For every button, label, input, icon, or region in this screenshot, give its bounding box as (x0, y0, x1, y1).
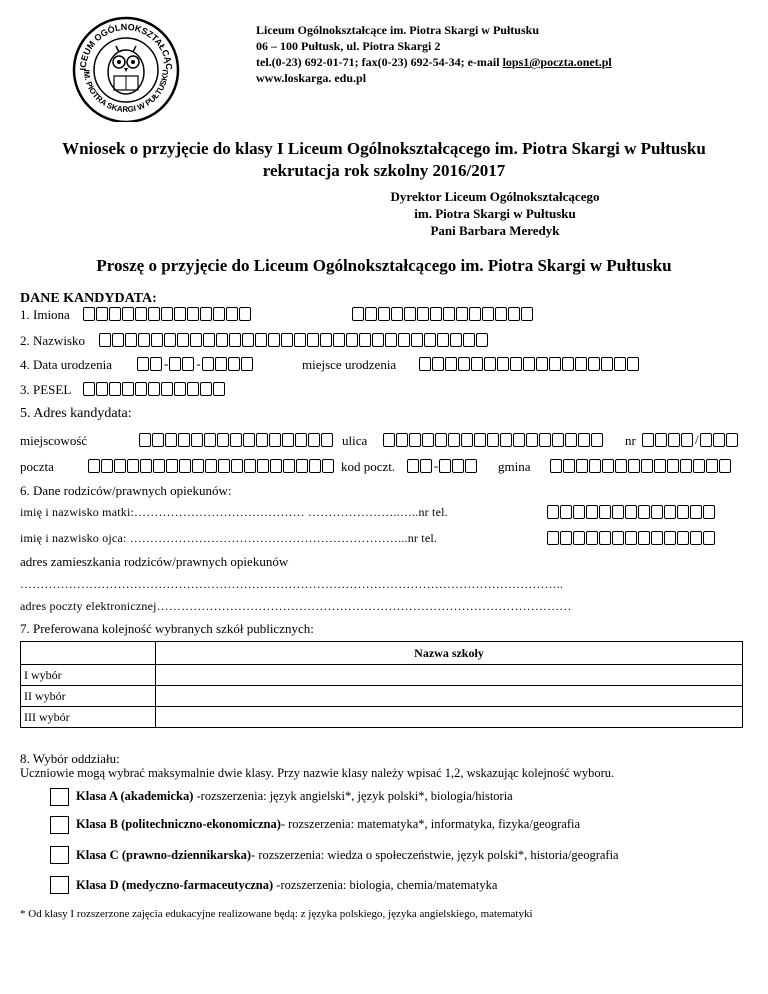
char-box[interactable] (152, 433, 164, 447)
email-link[interactable]: lops1@poczta.onet.pl (502, 55, 612, 69)
char-box[interactable] (591, 433, 603, 447)
char-box[interactable] (601, 357, 613, 371)
char-box[interactable] (109, 382, 121, 396)
char-box[interactable] (549, 357, 561, 371)
char-box[interactable] (461, 433, 473, 447)
parents-address-label: adres zamieszkania rodziców/prawnych opiekunów (20, 554, 289, 569)
char-box[interactable] (101, 459, 113, 473)
svg-text:LICEUM OGÓLNOKSZTAŁCĄCE: ICEUM OGÓLNOKSZTAŁCĄC (77, 21, 175, 71)
char-box[interactable] (411, 333, 423, 347)
class-b-option (76, 817, 580, 832)
char-box[interactable] (713, 433, 725, 447)
char-box[interactable] (417, 307, 429, 321)
char-box[interactable] (474, 433, 486, 447)
char-box[interactable] (726, 433, 738, 447)
char-box[interactable] (521, 307, 533, 321)
parents-email-field[interactable]: adres poczty elektronicznej………………………………………………………………………………………… (20, 599, 572, 613)
class-c-checkbox[interactable] (50, 846, 69, 864)
char-box[interactable] (213, 382, 225, 396)
char-box[interactable] (137, 357, 149, 371)
schools-heading: 7. Preferowana kolejność wybranych szkół publicznych: (20, 621, 314, 636)
char-box[interactable] (668, 433, 680, 447)
surname-boxes[interactable] (99, 333, 489, 347)
char-box[interactable] (552, 433, 564, 447)
dash: - (196, 356, 201, 371)
class-c-option (76, 848, 619, 863)
char-box[interactable] (435, 433, 447, 447)
char-box[interactable] (422, 433, 434, 447)
commune-label: gmina (498, 459, 531, 474)
class-d-checkbox[interactable] (50, 876, 69, 894)
char-box[interactable] (420, 459, 432, 473)
char-box[interactable] (560, 531, 572, 545)
school-header (256, 22, 612, 86)
father-field[interactable]: imię i nazwisko ojca: …………………………………………………………...nr tel. (20, 531, 438, 545)
dash: - (164, 356, 169, 371)
char-box[interactable] (547, 505, 559, 519)
char-box[interactable] (680, 459, 692, 473)
char-box[interactable] (448, 433, 460, 447)
char-box[interactable] (404, 307, 416, 321)
char-box[interactable] (309, 459, 321, 473)
char-box[interactable] (703, 505, 715, 519)
char-box[interactable] (231, 459, 243, 473)
char-box[interactable] (140, 459, 152, 473)
char-box[interactable] (497, 357, 509, 371)
char-box[interactable] (432, 357, 444, 371)
char-box[interactable] (573, 505, 585, 519)
char-box[interactable] (614, 357, 626, 371)
char-box[interactable] (166, 459, 178, 473)
char-box[interactable] (164, 333, 176, 347)
char-box[interactable] (135, 382, 147, 396)
addressee (330, 188, 660, 239)
char-box[interactable] (383, 433, 395, 447)
char-box[interactable] (294, 333, 306, 347)
char-box[interactable] (169, 357, 181, 371)
commune-boxes[interactable] (550, 459, 732, 473)
address-heading: 5. Adres kandydata: (20, 406, 132, 421)
char-box[interactable] (178, 433, 190, 447)
form-title: Wniosek o przyjęcie do klasy I Liceum Ogólnokształcącego im. Piotra Skargi w Pułtusku (62, 139, 706, 158)
char-box[interactable] (138, 333, 150, 347)
char-box[interactable] (398, 333, 410, 347)
char-box[interactable] (122, 307, 134, 321)
choice-label: I wybór (21, 665, 156, 686)
char-box[interactable] (625, 505, 637, 519)
parents-address-field[interactable]: …………………………………………………………………………………………………………………….. (20, 577, 564, 591)
char-box[interactable] (217, 433, 229, 447)
class-b-desc: - rozszerzenia: matematyka*, informatyka, fizyka/geografia (280, 817, 581, 831)
char-box[interactable] (508, 307, 520, 321)
class-a-desc: -rozszerzenia: język angielski*, język polski*, biologia/historia (193, 789, 513, 803)
char-box[interactable] (109, 307, 121, 321)
class-a-checkbox[interactable] (50, 788, 69, 806)
second-name-boxes[interactable] (352, 307, 534, 321)
birth-day-boxes[interactable] (137, 357, 163, 371)
birth-place-boxes[interactable] (419, 357, 640, 371)
char-box[interactable] (200, 382, 212, 396)
mother-phone-boxes[interactable] (547, 505, 716, 519)
char-box[interactable] (179, 459, 191, 473)
char-box[interactable] (378, 307, 390, 321)
char-box[interactable] (122, 382, 134, 396)
char-box[interactable] (161, 382, 173, 396)
slash: / (695, 432, 699, 447)
char-box[interactable] (96, 307, 108, 321)
char-box[interactable] (565, 433, 577, 447)
char-box[interactable] (599, 531, 611, 545)
char-box[interactable] (174, 382, 186, 396)
char-box[interactable] (257, 459, 269, 473)
char-box[interactable] (693, 459, 705, 473)
char-box[interactable] (700, 433, 712, 447)
char-box[interactable] (148, 307, 160, 321)
house-number-part[interactable] (642, 433, 694, 447)
char-box[interactable] (513, 433, 525, 447)
char-box[interactable] (536, 357, 548, 371)
char-box[interactable] (244, 459, 256, 473)
char-box[interactable] (256, 433, 268, 447)
char-box[interactable] (255, 333, 267, 347)
parents-heading: 6. Dane rodziców/prawnych opiekunów: (20, 483, 232, 498)
addressee-line-1: Dyrektor Liceum Ogólnokształcącego (390, 189, 600, 204)
char-box[interactable] (562, 357, 574, 371)
char-box[interactable] (627, 357, 639, 371)
char-box[interactable] (391, 307, 403, 321)
char-box[interactable] (216, 333, 228, 347)
char-box[interactable] (664, 531, 676, 545)
class-d-desc: -rozszerzenia: biologia, chemia/matematyka (273, 878, 498, 892)
school-www[interactable]: www.loskarga. edu.pl (256, 71, 367, 85)
char-box[interactable] (282, 433, 294, 447)
char-box[interactable] (615, 459, 627, 473)
street-boxes[interactable] (383, 433, 604, 447)
char-box[interactable] (230, 433, 242, 447)
char-box[interactable] (452, 459, 464, 473)
pesel-label: 3. PESEL (20, 382, 72, 397)
char-box[interactable] (612, 531, 624, 545)
char-box[interactable] (573, 531, 585, 545)
char-box[interactable] (456, 307, 468, 321)
char-box[interactable] (409, 433, 421, 447)
char-box[interactable] (677, 531, 689, 545)
char-box[interactable] (218, 459, 230, 473)
char-box[interactable] (268, 333, 280, 347)
char-box[interactable] (482, 307, 494, 321)
char-box[interactable] (642, 433, 654, 447)
mother-field[interactable]: imię i nazwisko matki:…………………………………… …………………..…..nr tel. (20, 505, 448, 519)
char-box[interactable] (352, 307, 364, 321)
char-box[interactable] (667, 459, 679, 473)
char-box[interactable] (151, 333, 163, 347)
school-contact (256, 54, 612, 70)
school-cell[interactable] (156, 707, 743, 728)
char-box[interactable] (589, 459, 601, 473)
pesel-boxes[interactable] (83, 382, 226, 396)
char-box[interactable] (333, 333, 345, 347)
char-box[interactable] (523, 357, 535, 371)
char-box[interactable] (161, 307, 173, 321)
char-box[interactable] (563, 459, 575, 473)
char-box[interactable] (641, 459, 653, 473)
dash: - (434, 458, 439, 473)
school-cell[interactable] (156, 665, 743, 686)
char-box[interactable] (205, 459, 217, 473)
char-box[interactable] (628, 459, 640, 473)
char-box[interactable] (165, 433, 177, 447)
char-box[interactable] (112, 333, 124, 347)
birth-month-boxes[interactable] (169, 357, 195, 371)
char-box[interactable] (588, 357, 600, 371)
char-box[interactable] (526, 433, 538, 447)
char-box[interactable] (202, 357, 214, 371)
classes-footnote: * Od klasy I rozszerzone zajęcia edukacyjne realizowane będą: z języka polskiego, języka angielskiego, matematyki (20, 908, 533, 920)
char-box[interactable] (346, 333, 358, 347)
char-box[interactable] (372, 333, 384, 347)
birth-date-boxes[interactable] (137, 357, 254, 371)
char-box[interactable] (226, 307, 238, 321)
char-box[interactable] (125, 333, 137, 347)
surname-label: 2. Nazwisko (20, 333, 85, 348)
char-box[interactable] (654, 459, 666, 473)
char-box[interactable] (495, 307, 507, 321)
svg-text:IM. PIOTRA SKARGI W PUŁTUSKU: IM. PIOTRA SKARGI W PUŁTUSKU (81, 69, 171, 115)
names-label: 1. Imiona (20, 307, 70, 322)
classes-heading: 8. Wybór oddziału: (20, 751, 120, 766)
char-box[interactable] (295, 433, 307, 447)
school-address: 06 – 100 Pułtusk, ul. Piotra Skargi 2 (256, 39, 441, 53)
char-box[interactable] (547, 531, 559, 545)
class-b-name: Klasa B (politechniczno-ekonomiczna) (76, 817, 281, 831)
house-number-label: nr (625, 433, 636, 448)
school-logo (70, 14, 182, 122)
char-box[interactable] (664, 505, 676, 519)
char-box[interactable] (500, 433, 512, 447)
addressee-line-3: Pani Barbara Meredyk (430, 223, 560, 238)
char-box[interactable] (228, 357, 240, 371)
char-box[interactable] (651, 531, 663, 545)
char-box[interactable] (681, 433, 693, 447)
school-name-header: Nazwa szkoły (156, 642, 743, 665)
char-box[interactable] (407, 459, 419, 473)
char-box[interactable] (385, 333, 397, 347)
char-box[interactable] (213, 307, 225, 321)
house-number-boxes[interactable] (642, 433, 739, 447)
char-box[interactable] (484, 357, 496, 371)
char-box[interactable] (677, 505, 689, 519)
char-box[interactable] (560, 505, 572, 519)
char-box[interactable] (150, 357, 162, 371)
flat-number-part[interactable] (700, 433, 739, 447)
char-box[interactable] (437, 333, 449, 347)
char-box[interactable] (638, 531, 650, 545)
char-box[interactable] (690, 531, 702, 545)
table-row (21, 707, 743, 728)
form-subtitle: rekrutacja rok szkolny 2016/2017 (262, 161, 506, 180)
char-box[interactable] (463, 333, 475, 347)
char-box[interactable] (439, 459, 451, 473)
char-box[interactable] (322, 459, 334, 473)
choice-label: II wybór (21, 686, 156, 707)
postcode-part-1[interactable] (407, 459, 433, 473)
table-row (21, 686, 743, 707)
char-box[interactable] (242, 333, 254, 347)
char-box[interactable] (539, 433, 551, 447)
char-box[interactable] (655, 433, 667, 447)
char-box[interactable] (190, 333, 202, 347)
class-c-desc: - rozszerzenia: wiedza o społeczeństwie, język polski*, historia/geografia (251, 848, 619, 862)
choice-label: III wybór (21, 707, 156, 728)
char-box[interactable] (510, 357, 522, 371)
table-header-empty (21, 642, 156, 665)
char-box[interactable] (321, 433, 333, 447)
char-box[interactable] (239, 307, 251, 321)
addressee-line-2: im. Piotra Skargi w Pułtusku (414, 206, 576, 221)
char-box[interactable] (638, 505, 650, 519)
char-box[interactable] (419, 357, 431, 371)
char-box[interactable] (281, 333, 293, 347)
char-box[interactable] (83, 307, 95, 321)
class-d-name: Klasa D (medyczno-farmaceutyczna) (76, 878, 274, 892)
schools-table (20, 641, 743, 728)
class-a-option (76, 789, 513, 804)
char-box[interactable] (575, 357, 587, 371)
char-box[interactable] (550, 459, 562, 473)
char-box[interactable] (469, 307, 481, 321)
table-row (21, 665, 743, 686)
char-box[interactable] (458, 357, 470, 371)
birth-year-boxes[interactable] (202, 357, 254, 371)
char-box[interactable] (153, 459, 165, 473)
school-cell[interactable] (156, 686, 743, 707)
char-box[interactable] (215, 357, 227, 371)
char-box[interactable] (229, 333, 241, 347)
city-boxes[interactable] (139, 433, 334, 447)
char-box[interactable] (296, 459, 308, 473)
char-box[interactable] (487, 433, 499, 447)
char-box[interactable] (187, 382, 199, 396)
char-box[interactable] (365, 307, 377, 321)
post-label: poczta (20, 459, 54, 474)
char-box[interactable] (651, 505, 663, 519)
char-box[interactable] (308, 433, 320, 447)
char-box[interactable] (719, 459, 731, 473)
char-box[interactable] (283, 459, 295, 473)
char-box[interactable] (359, 333, 371, 347)
char-box[interactable] (148, 382, 160, 396)
char-box[interactable] (204, 433, 216, 447)
char-box[interactable] (625, 531, 637, 545)
char-box[interactable] (135, 307, 147, 321)
char-box[interactable] (602, 459, 614, 473)
char-box[interactable] (243, 433, 255, 447)
contact-text: tel.(0-23) 692-01-71; fax(0-23) 692-54-34; e-mail (256, 55, 503, 69)
char-box[interactable] (174, 307, 186, 321)
char-box[interactable] (177, 333, 189, 347)
char-box[interactable] (182, 357, 194, 371)
char-box[interactable] (586, 531, 598, 545)
street-label: ulica (342, 433, 368, 448)
char-box[interactable] (320, 333, 332, 347)
birth-date-label: 4. Data urodzenia (20, 357, 113, 372)
char-box[interactable] (690, 505, 702, 519)
class-d-option (76, 878, 497, 893)
char-box[interactable] (203, 333, 215, 347)
char-box[interactable] (396, 433, 408, 447)
first-name-boxes[interactable] (83, 307, 252, 321)
char-box[interactable] (430, 307, 442, 321)
char-box[interactable] (599, 505, 611, 519)
char-box[interactable] (200, 307, 212, 321)
char-box[interactable] (450, 333, 462, 347)
char-box[interactable] (270, 459, 282, 473)
char-box[interactable] (127, 459, 139, 473)
postcode-boxes[interactable] (407, 459, 478, 473)
class-b-checkbox[interactable] (50, 816, 69, 834)
birth-place-label: miejsce urodzenia (302, 357, 397, 372)
char-box[interactable] (187, 307, 199, 321)
postcode-label: kod poczt. (341, 459, 396, 474)
char-box[interactable] (88, 459, 100, 473)
char-box[interactable] (269, 433, 281, 447)
char-box[interactable] (114, 459, 126, 473)
school-name: Liceum Ogólnokształcące im. Piotra Skargi w Pułtusku (256, 23, 539, 37)
char-box[interactable] (586, 505, 598, 519)
char-box[interactable] (192, 459, 204, 473)
father-phone-boxes[interactable] (547, 531, 716, 545)
request-heading: Proszę o przyjęcie do Liceum Ogólnokształcącego im. Piotra Skargi w Pułtusku (96, 256, 672, 275)
char-box[interactable] (465, 459, 477, 473)
char-box[interactable] (424, 333, 436, 347)
char-box[interactable] (578, 433, 590, 447)
char-box[interactable] (83, 382, 95, 396)
candidate-heading: DANE KANDYDATA: (20, 291, 157, 306)
classes-note: Uczniowie mogą wybrać maksymalnie dwie klasy. Przy nazwie klasy należy wpisać 1,2, wskazując kolejność wyboru. (20, 766, 615, 780)
char-box[interactable] (241, 357, 253, 371)
char-box[interactable] (139, 433, 151, 447)
char-box[interactable] (476, 333, 488, 347)
char-box[interactable] (703, 531, 715, 545)
char-box[interactable] (191, 433, 203, 447)
char-box[interactable] (471, 357, 483, 371)
char-box[interactable] (443, 307, 455, 321)
city-label: miejscowość (20, 433, 88, 448)
char-box[interactable] (99, 333, 111, 347)
char-box[interactable] (612, 505, 624, 519)
char-box[interactable] (706, 459, 718, 473)
char-box[interactable] (96, 382, 108, 396)
char-box[interactable] (307, 333, 319, 347)
class-a-name: Klasa A (akademicka) (76, 789, 194, 803)
class-c-name: Klasa C (prawno-dziennikarska) (76, 848, 252, 862)
char-box[interactable] (445, 357, 457, 371)
char-box[interactable] (576, 459, 588, 473)
post-boxes[interactable] (88, 459, 335, 473)
postcode-part-2[interactable] (439, 459, 478, 473)
